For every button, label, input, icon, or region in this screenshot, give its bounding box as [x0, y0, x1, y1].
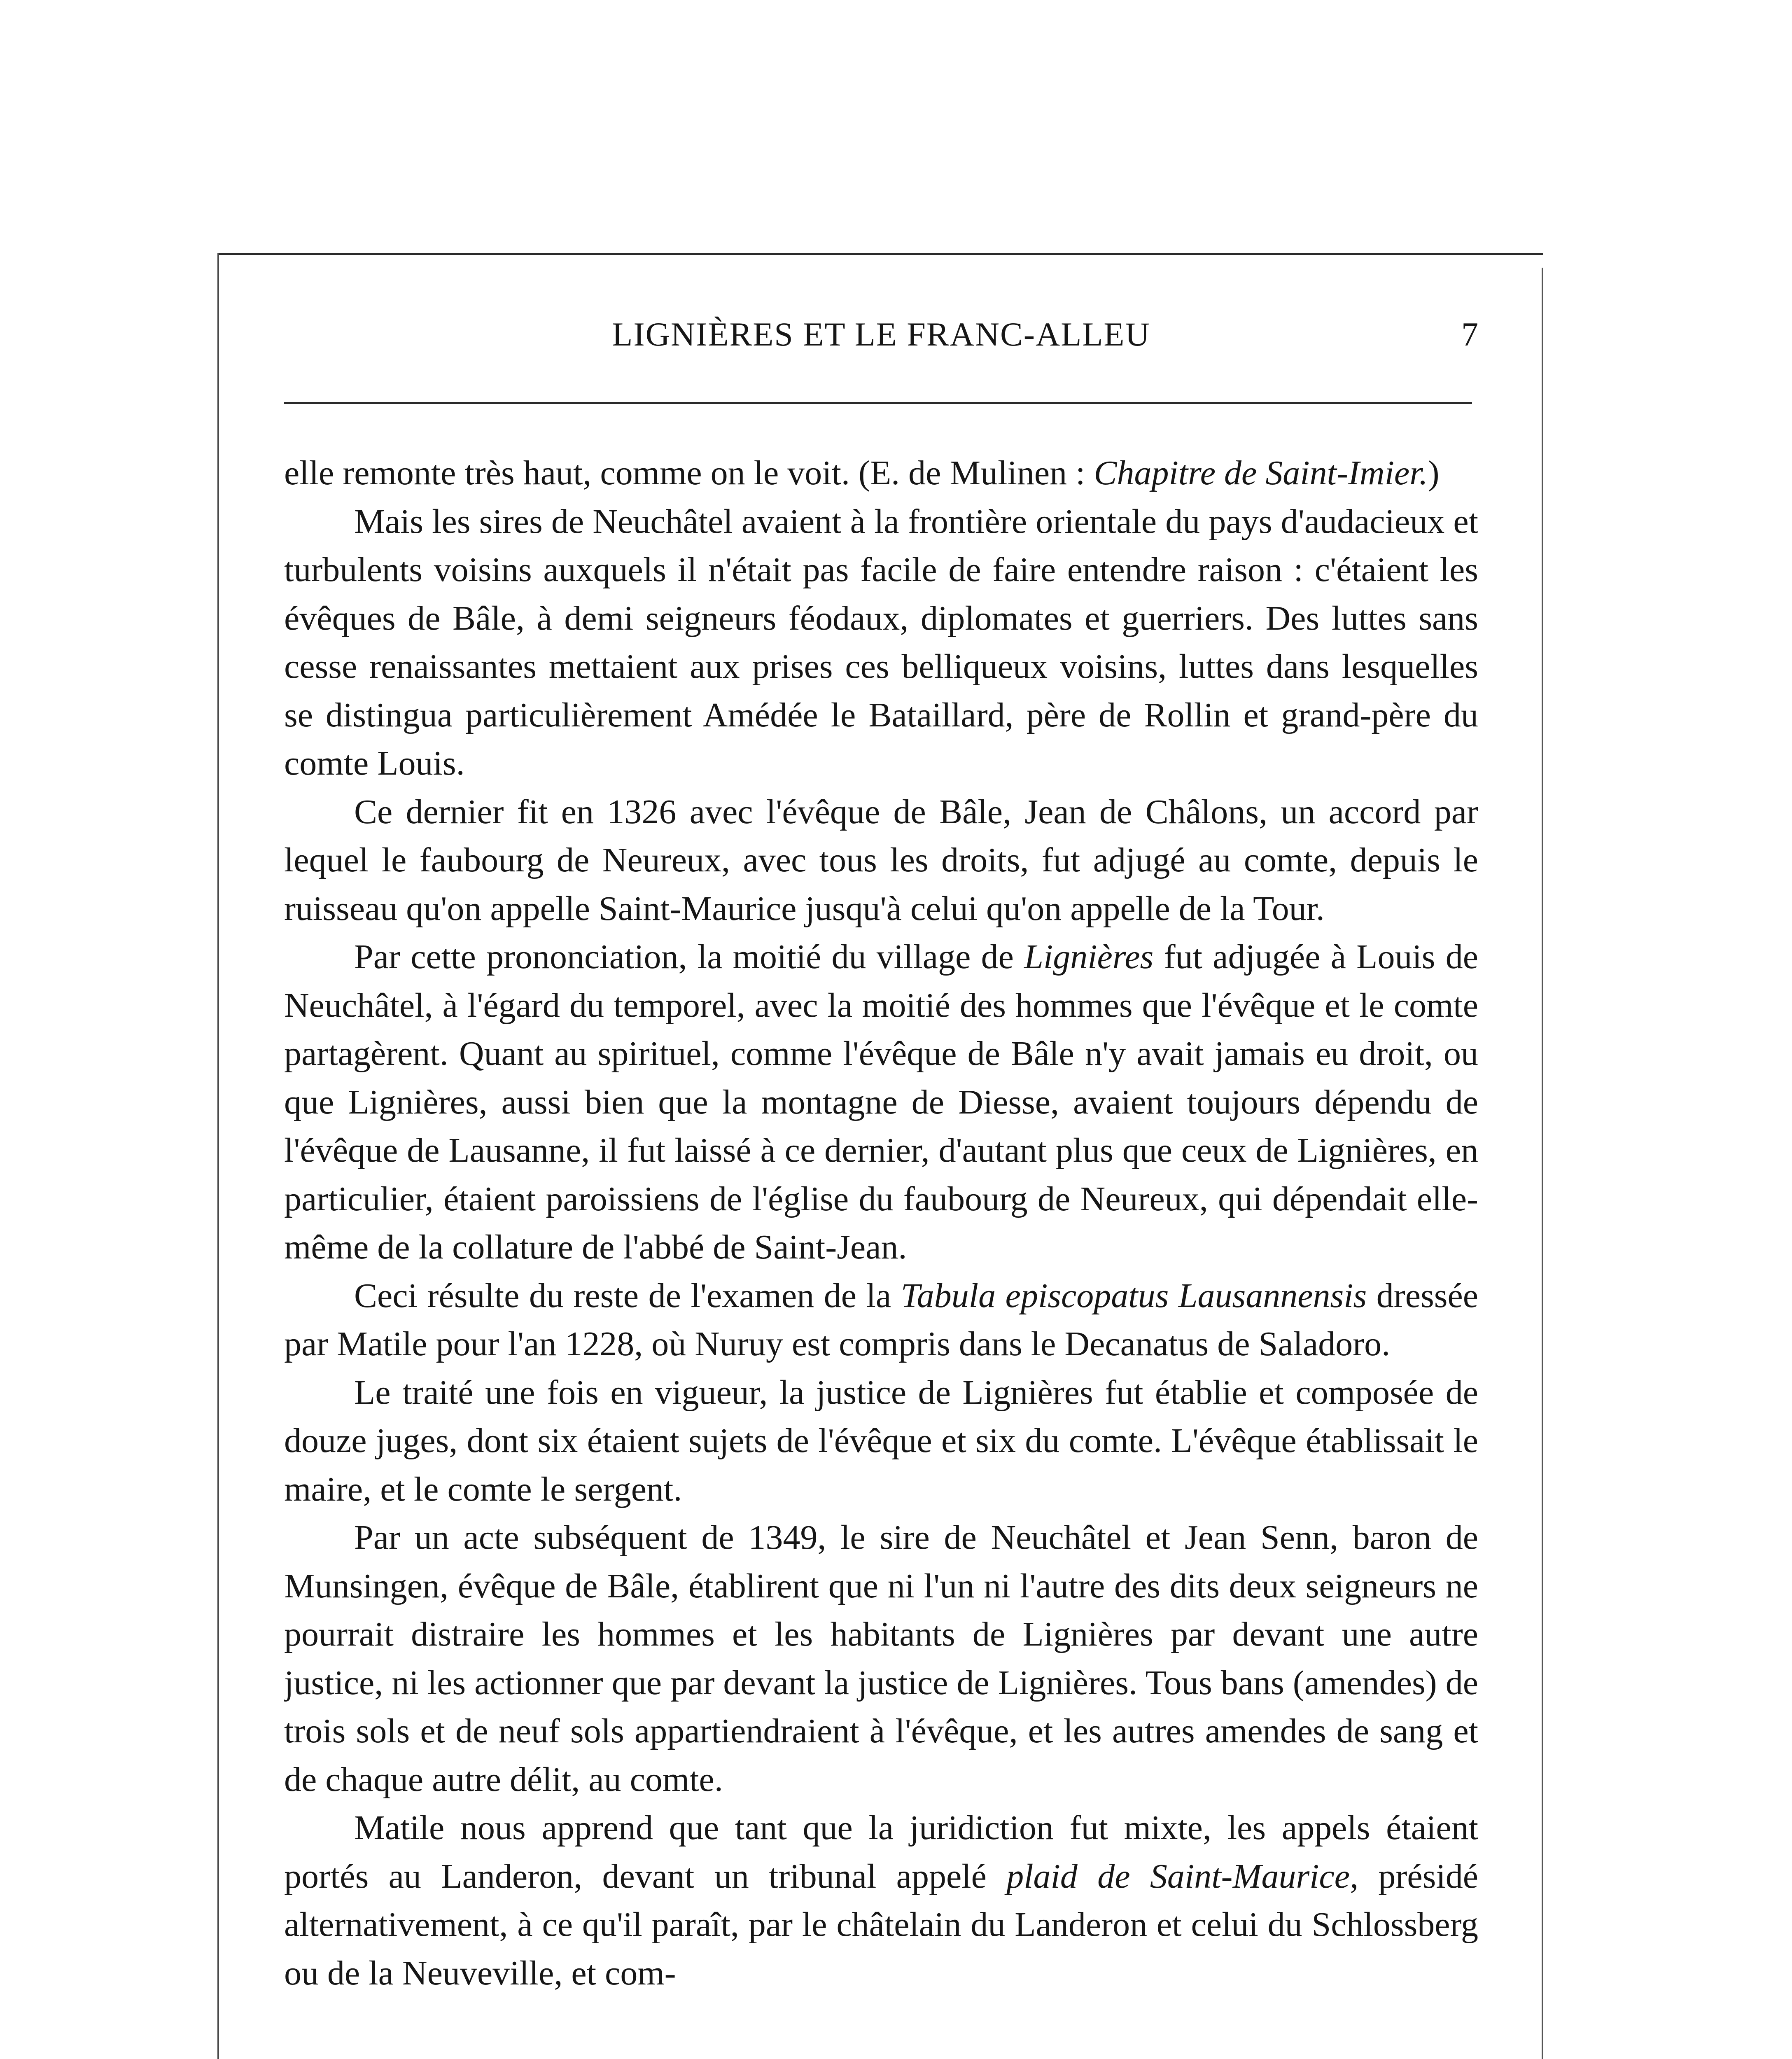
paragraph — [284, 1272, 1478, 1368]
paragraph-continuation — [284, 449, 1478, 497]
header-rule — [284, 402, 1472, 404]
page-number: 7 — [1461, 315, 1478, 353]
paragraph-text: elle remonte très haut, comme on le voit. (E. de Mulinen : — [284, 454, 1094, 492]
paragraph — [284, 1804, 1478, 1997]
frame-right-rule — [1542, 268, 1543, 2059]
italic-title: Tabula episcopatus Lausannensis — [901, 1276, 1367, 1315]
italic-place-name: Lignières — [1024, 938, 1154, 976]
running-head — [284, 314, 1478, 363]
paragraph-text: dressée par Matile pour l'an 1228, où Nuruy est compris dans le Decanatus de Saladoro. — [284, 1276, 1478, 1363]
paragraph-text: , présidé alternativement, à ce qu'il paraît, par le châtelain du Landeron et celui du Schlossberg ou de la Neuveville, et com- — [284, 1857, 1478, 1992]
paragraph-text: ) — [1428, 454, 1440, 492]
italic-term: plaid de Saint-Maurice — [1006, 1857, 1350, 1896]
paragraph-text: Ceci résulte du reste de l'examen de la — [354, 1276, 901, 1315]
paragraph-text: fut adjugée à Louis de Neuchâtel, à l'égard du temporel, avec la moitié des hommes que l'évêque et le comte partagèrent. Quant au spirituel, comme l'évêque de Bâle n'y avait jamais eu droit, ou que Lignières, aussi bien que la montagne de Diesse, avaient toujours dépendu de l'évêque de Lausanne, il fut laissé à ce dernier, d'autant plus que ceux de Lignières, en particulier, étaient paroissiens de l'église du faubourg de Neureux, qui dépendait elle-même de la collature de l'abbé de Saint-Jean. — [284, 938, 1478, 1266]
paragraph: Mais les sires de Neuchâtel avaient à la frontière orientale du pays d'audacieux et turbulents voisins auxquels il n'était pas facile de faire entendre raison : c'étaient les évêques de Bâle, à demi seigneurs féodaux, diplomates et guerriers. Des luttes sans cesse renaissantes mettaient aux prises ces belliqueux voisins, luttes dans lesquelles se distingua particulièrement Amédée le Bataillard, père de Rollin et grand-père du comte Louis. — [284, 502, 1478, 782]
paragraph: Par un acte subséquent de 1349, le sire de Neuchâtel et Jean Senn, baron de Munsingen, évêque de Bâle, établirent que ni l'un ni l'autre des dits deux seigneurs ne pourrait distraire les hommes et les habitants de Lignières par devant une autre justice, ni les actionner que par devant la justice de Lignières. Tous bans (amendes) de trois sols et de neuf sols appartiendraient à l'évêque, et les autres amendes de sang et de chaque autre délit, au comte. — [284, 1518, 1478, 1799]
italic-citation: Chapitre de Saint-Imier. — [1094, 454, 1428, 492]
body-text — [284, 449, 1478, 2059]
paragraph-text: Matile nous apprend que tant que la juridiction fut mixte, les appels étaient portés au Landeron, devant un tribunal appelé — [284, 1809, 1478, 1896]
paragraph-text: Par cette prononciation, la moitié du village de — [354, 938, 1024, 976]
paragraph: Le traité une fois en vigueur, la justice de Lignières fut établie et composée de douze juges, dont six étaient sujets de l'évêque et six du comte. L'évêque établissait le maire, et le comte le sergent. — [284, 1373, 1478, 1508]
paragraph — [284, 933, 1478, 1272]
running-title: LIGNIÈRES ET LE FRANC-ALLEU — [612, 315, 1150, 353]
frame-left-rule — [217, 253, 219, 2059]
paragraph: Ce dernier fit en 1326 avec l'évêque de Bâle, Jean de Châlons, un accord par lequel le faubourg de Neureux, avec tous les droits, fut adjugé au comte, depuis le ruisseau qu'on appelle Saint-Maurice jusqu'à celui qu'on appelle de la Tour. — [284, 792, 1478, 928]
frame-top-rule — [217, 253, 1543, 255]
